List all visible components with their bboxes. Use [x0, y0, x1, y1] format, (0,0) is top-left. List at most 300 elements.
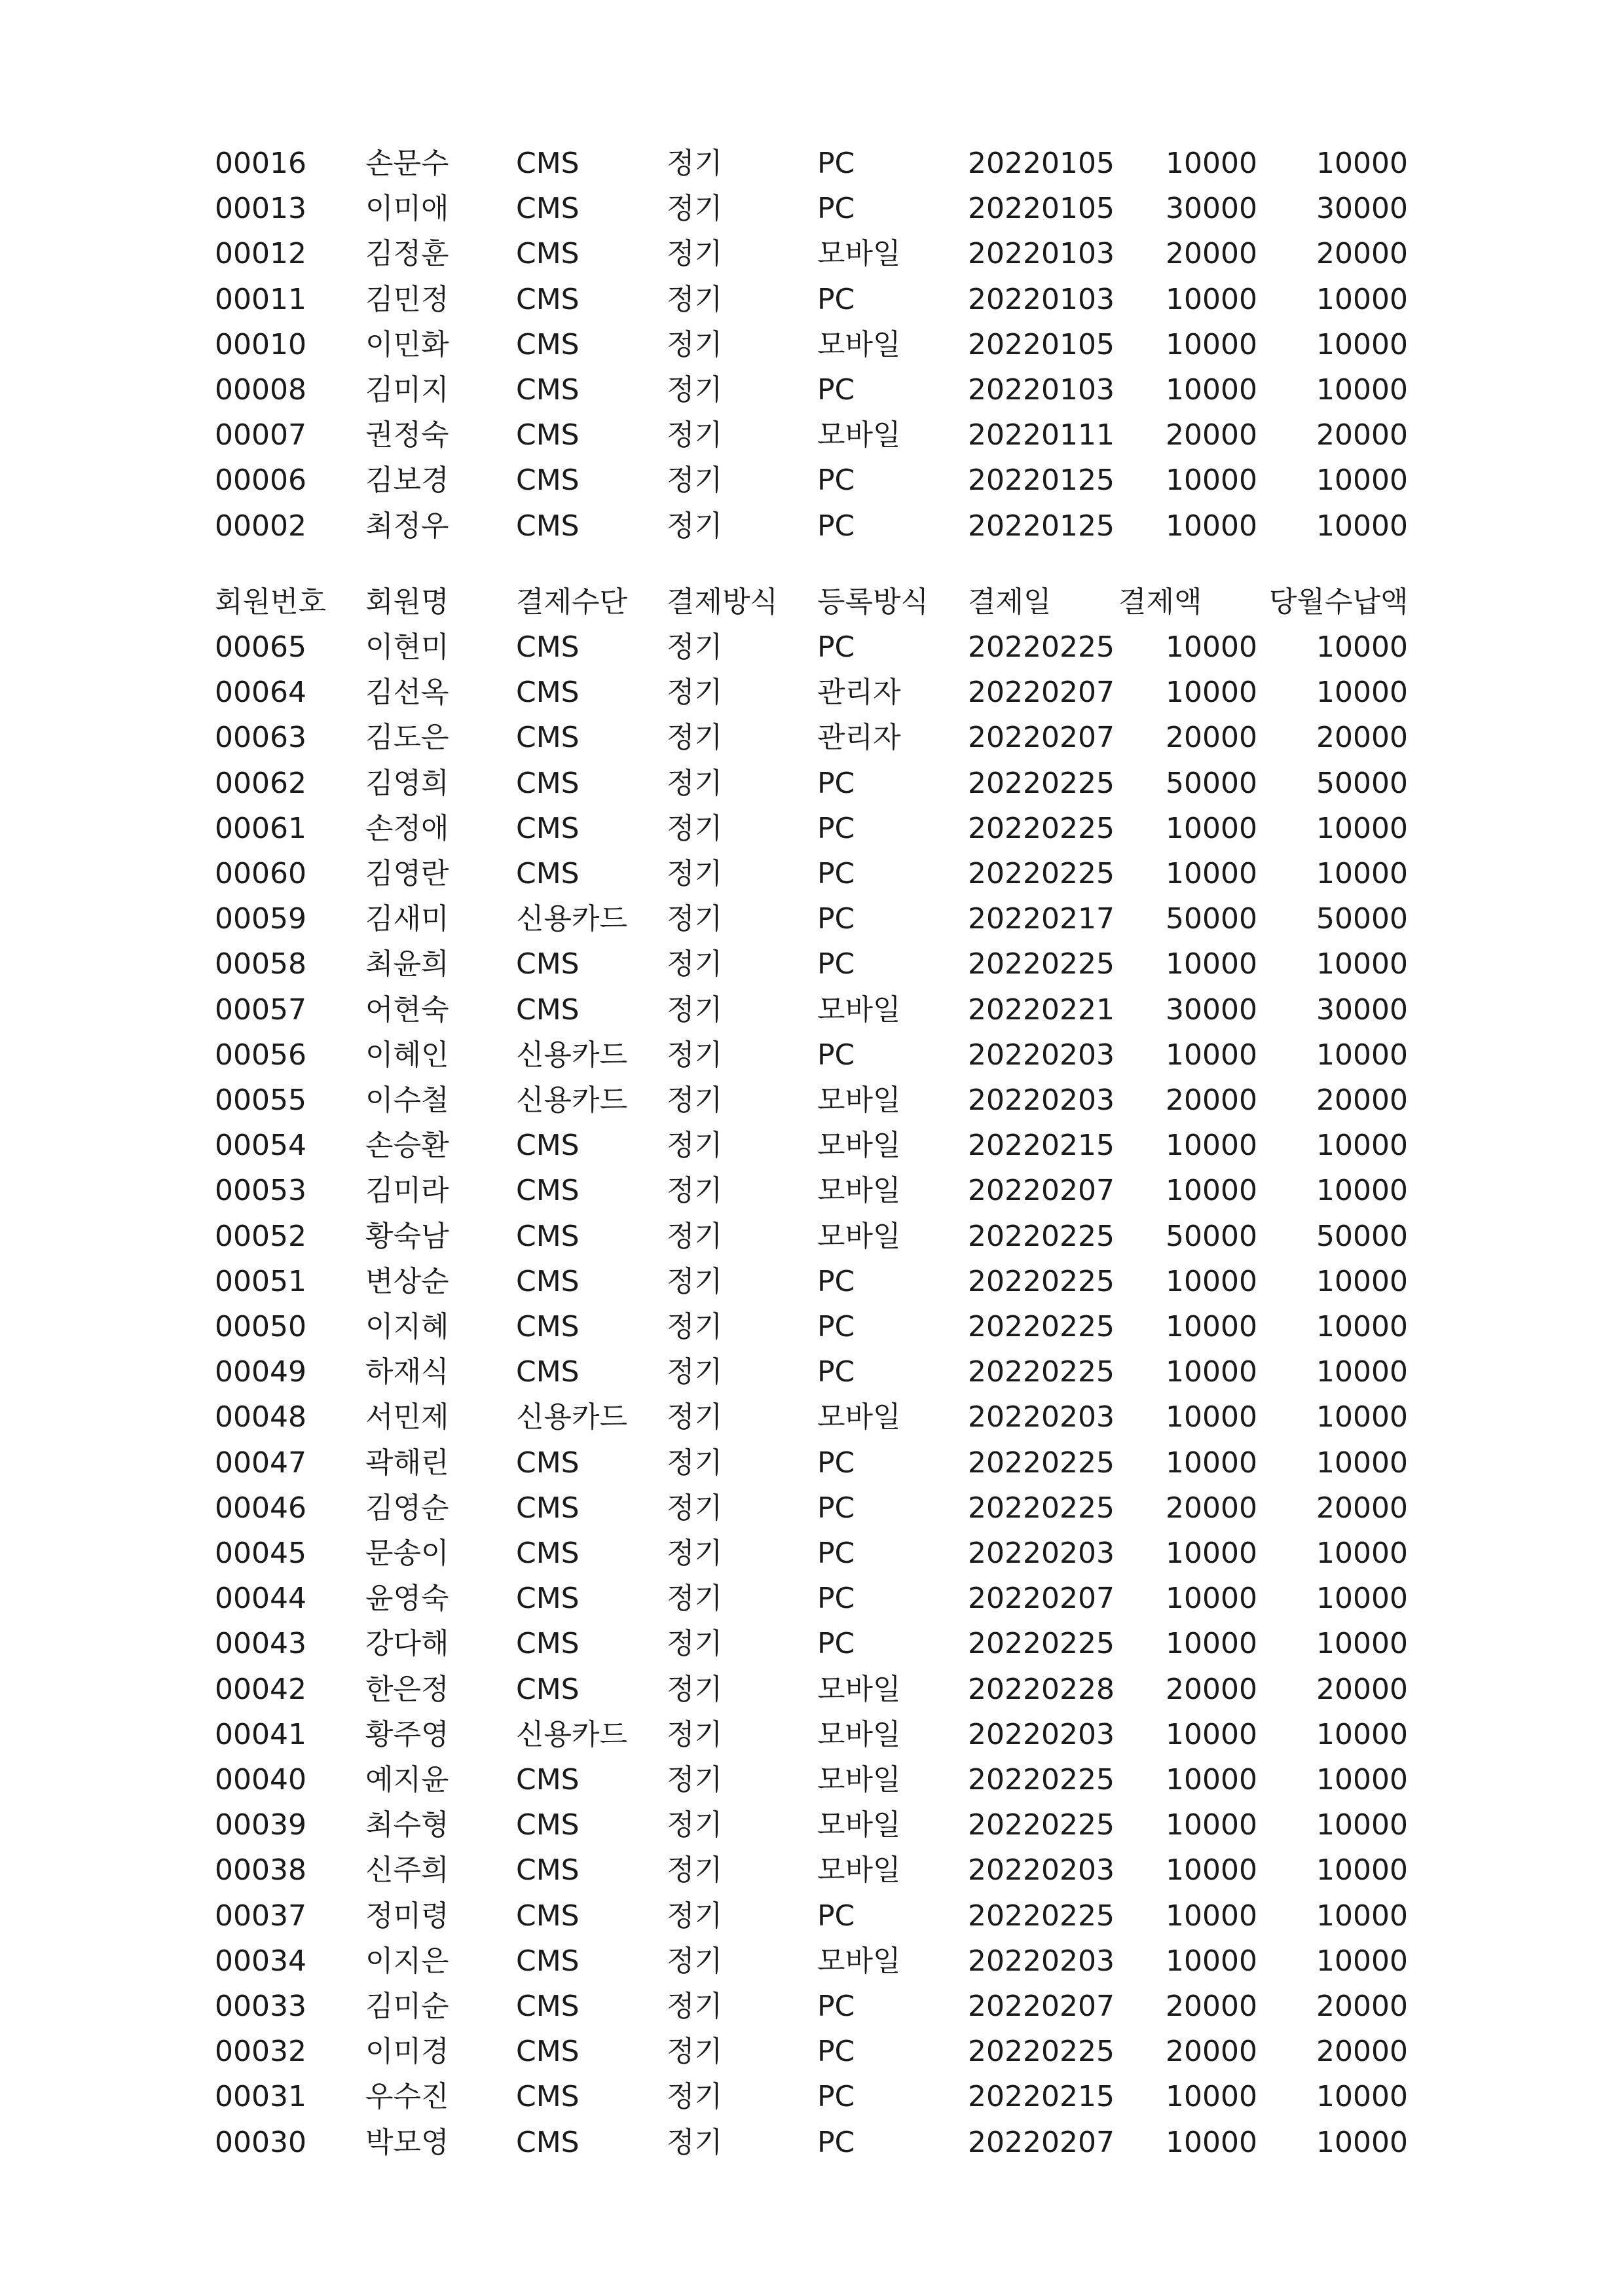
cell-member-name: 권정숙	[365, 418, 449, 452]
cell-payment-type: 정기	[667, 373, 723, 407]
cell-payment-amount: 20000	[1166, 1672, 1257, 1706]
cell-member-no: 00053	[215, 1174, 306, 1208]
cell-payment-type: 정기	[667, 2080, 723, 2114]
cell-payment-date: 20220225	[968, 1899, 1115, 1933]
cell-member-name: 김선옥	[365, 676, 449, 710]
cell-payment-method: CMS	[516, 373, 580, 407]
table-row	[0, 715, 1624, 761]
table-row	[0, 1712, 1624, 1758]
cell-payment-method: CMS	[516, 1990, 580, 2023]
cell-payment-amount: 10000	[1166, 509, 1257, 543]
cell-payment-type: 정기	[667, 1582, 723, 1616]
cell-member-name: 예지윤	[365, 1763, 449, 1796]
cell-payment-date: 20220105	[968, 147, 1115, 180]
cell-payment-amount: 10000	[1166, 630, 1257, 664]
cell-payment-date: 20220203	[968, 1717, 1115, 1751]
cell-monthly-received: 10000	[1316, 1582, 1408, 1616]
cell-member-no: 00057	[215, 993, 306, 1027]
cell-registration-type: PC	[817, 811, 855, 845]
table-row	[0, 141, 1624, 187]
cell-payment-method: CMS	[516, 2125, 580, 2159]
cell-registration-type: PC	[817, 1627, 855, 1661]
cell-registration-type: 관리자	[817, 721, 901, 755]
cell-payment-date: 20220225	[968, 766, 1115, 800]
cell-monthly-received: 30000	[1316, 192, 1408, 226]
cell-member-name: 박모영	[365, 2125, 449, 2159]
cell-payment-amount: 10000	[1166, 1310, 1257, 1343]
cell-registration-type: 모바일	[817, 1219, 901, 1253]
cell-payment-date: 20220225	[968, 1627, 1115, 1661]
cell-payment-type: 정기	[667, 509, 723, 543]
cell-payment-amount: 20000	[1166, 418, 1257, 452]
cell-payment-amount: 10000	[1166, 1264, 1257, 1298]
cell-member-no: 00007	[215, 418, 306, 452]
cell-payment-type: 정기	[667, 1038, 723, 1072]
table-row	[0, 1259, 1624, 1305]
cell-payment-type: 정기	[667, 418, 723, 452]
cell-payment-method: CMS	[516, 2080, 580, 2114]
cell-member-no: 00061	[215, 811, 306, 845]
cell-payment-date: 20220207	[968, 1990, 1115, 2023]
cell-payment-method: CMS	[516, 1944, 580, 1978]
cell-registration-type: PC	[817, 373, 855, 407]
table-row	[0, 1485, 1624, 1531]
cell-member-no: 00047	[215, 1446, 306, 1480]
cell-registration-type: 모바일	[817, 1944, 901, 1978]
cell-registration-type: PC	[817, 509, 855, 543]
cell-payment-date: 20220221	[968, 993, 1115, 1027]
cell-payment-amount: 20000	[1166, 1491, 1257, 1525]
cell-registration-type: PC	[817, 1899, 855, 1933]
cell-payment-date: 20220203	[968, 1400, 1115, 1434]
cell-monthly-received: 50000	[1316, 1219, 1408, 1253]
cell-monthly-received: 50000	[1316, 902, 1408, 936]
cell-member-no: 00050	[215, 1310, 306, 1343]
cell-member-name: 김미지	[365, 373, 449, 407]
cell-payment-amount: 10000	[1166, 282, 1257, 316]
cell-monthly-received: 50000	[1316, 766, 1408, 800]
cell-payment-type: 정기	[667, 1853, 723, 1887]
cell-member-no: 00059	[215, 902, 306, 936]
cell-payment-date: 20220203	[968, 1084, 1115, 1117]
table-row	[0, 367, 1624, 413]
table-row	[0, 1394, 1624, 1440]
cell-monthly-received: 10000	[1316, 1446, 1408, 1480]
table-row	[0, 987, 1624, 1033]
cell-payment-method: 신용카드	[516, 1717, 628, 1751]
cell-payment-type: 정기	[667, 630, 723, 664]
header-payment-method: 결제수단	[516, 585, 628, 619]
header-payment-date: 결제일	[968, 585, 1052, 619]
cell-payment-date: 20220111	[968, 418, 1115, 452]
cell-member-no: 00056	[215, 1038, 306, 1072]
cell-payment-amount: 10000	[1166, 1627, 1257, 1661]
cell-payment-date: 20220207	[968, 1174, 1115, 1208]
cell-registration-type: 모바일	[817, 327, 901, 361]
cell-payment-date: 20220105	[968, 192, 1115, 226]
cell-monthly-received: 10000	[1316, 282, 1408, 316]
cell-registration-type: PC	[817, 857, 855, 890]
cell-monthly-received: 10000	[1316, 2080, 1408, 2114]
cell-payment-amount: 10000	[1166, 1808, 1257, 1842]
cell-payment-type: 정기	[667, 721, 723, 755]
cell-payment-type: 정기	[667, 464, 723, 498]
cell-payment-type: 정기	[667, 1219, 723, 1253]
cell-payment-type: 정기	[667, 1355, 723, 1389]
cell-monthly-received: 10000	[1316, 1853, 1408, 1887]
cell-member-no: 00049	[215, 1355, 306, 1389]
cell-payment-amount: 10000	[1166, 2080, 1257, 2114]
header-member-name: 회원명	[365, 585, 449, 619]
cell-payment-type: 정기	[667, 902, 723, 936]
cell-monthly-received: 10000	[1316, 857, 1408, 890]
cell-registration-type: PC	[817, 947, 855, 981]
cell-payment-amount: 10000	[1166, 811, 1257, 845]
cell-member-no: 00008	[215, 373, 306, 407]
cell-payment-type: 정기	[667, 1763, 723, 1796]
cell-member-no: 00052	[215, 1219, 306, 1253]
cell-member-name: 한은정	[365, 1672, 449, 1706]
cell-payment-method: CMS	[516, 1219, 580, 1253]
cell-member-no: 00040	[215, 1763, 306, 1796]
cell-payment-amount: 10000	[1166, 327, 1257, 361]
cell-member-no: 00051	[215, 1264, 306, 1298]
cell-payment-type: 정기	[667, 1990, 723, 2023]
cell-member-name: 곽해린	[365, 1446, 449, 1480]
cell-monthly-received: 10000	[1316, 1400, 1408, 1434]
cell-payment-type: 정기	[667, 1400, 723, 1434]
cell-payment-method: 신용카드	[516, 1038, 628, 1072]
table-row	[0, 1621, 1624, 1667]
cell-payment-date: 20220225	[968, 857, 1115, 890]
cell-payment-date: 20220207	[968, 676, 1115, 710]
cell-registration-type: 모바일	[817, 1853, 901, 1887]
cell-payment-date: 20220225	[968, 1355, 1115, 1389]
cell-registration-type: 모바일	[817, 1717, 901, 1751]
cell-member-no: 00064	[215, 676, 306, 710]
cell-payment-date: 20220103	[968, 282, 1115, 316]
cell-payment-date: 20220215	[968, 2080, 1115, 2114]
cell-member-name: 김민정	[365, 282, 449, 316]
cell-monthly-received: 10000	[1316, 676, 1408, 710]
cell-payment-type: 정기	[667, 766, 723, 800]
cell-payment-type: 정기	[667, 1717, 723, 1751]
cell-member-name: 서민제	[365, 1400, 449, 1434]
header-row	[0, 579, 1624, 625]
cell-registration-type: PC	[817, 464, 855, 498]
cell-payment-type: 정기	[667, 2125, 723, 2159]
table-row	[0, 1757, 1624, 1803]
cell-registration-type: PC	[817, 2125, 855, 2159]
table-row	[0, 458, 1624, 503]
cell-member-name: 손정애	[365, 811, 449, 845]
cell-payment-date: 20220125	[968, 464, 1115, 498]
cell-member-no: 00048	[215, 1400, 306, 1434]
table-row	[0, 1939, 1624, 1984]
cell-monthly-received: 10000	[1316, 327, 1408, 361]
cell-payment-method: CMS	[516, 192, 580, 226]
cell-payment-method: CMS	[516, 676, 580, 710]
cell-payment-type: 정기	[667, 192, 723, 226]
cell-member-name: 정미령	[365, 1899, 449, 1933]
cell-member-name: 김영순	[365, 1491, 449, 1525]
cell-member-name: 황숙남	[365, 1219, 449, 1253]
cell-monthly-received: 10000	[1316, 1310, 1408, 1343]
cell-member-name: 이민화	[365, 327, 449, 361]
cell-member-no: 00060	[215, 857, 306, 890]
cell-payment-method: CMS	[516, 464, 580, 498]
cell-member-no: 00042	[215, 1672, 306, 1706]
cell-registration-type: 모바일	[817, 237, 901, 271]
cell-payment-amount: 10000	[1166, 1038, 1257, 1072]
cell-payment-type: 정기	[667, 1174, 723, 1208]
cell-payment-amount: 10000	[1166, 857, 1257, 890]
cell-member-name: 김영란	[365, 857, 449, 890]
cell-payment-amount: 20000	[1166, 2035, 1257, 2069]
cell-payment-date: 20220217	[968, 902, 1115, 936]
cell-member-name: 손승환	[365, 1129, 449, 1163]
table-row	[0, 851, 1624, 897]
cell-registration-type: 모바일	[817, 1400, 901, 1434]
table-row	[0, 1667, 1624, 1713]
cell-member-name: 이미경	[365, 2035, 449, 2069]
cell-member-name: 하재식	[365, 1355, 449, 1389]
cell-monthly-received: 10000	[1316, 1717, 1408, 1751]
cell-member-name: 신주희	[365, 1853, 449, 1887]
cell-member-no: 00063	[215, 721, 306, 755]
cell-payment-date: 20220225	[968, 1763, 1115, 1796]
cell-payment-method: CMS	[516, 766, 580, 800]
header-monthly-received: 당월수납액	[1269, 585, 1409, 619]
cell-payment-amount: 10000	[1166, 1899, 1257, 1933]
cell-monthly-received: 20000	[1316, 1084, 1408, 1117]
cell-payment-type: 정기	[667, 1264, 723, 1298]
cell-member-no: 00033	[215, 1990, 306, 2023]
cell-payment-type: 정기	[667, 1537, 723, 1570]
cell-payment-amount: 10000	[1166, 1446, 1257, 1480]
cell-payment-type: 정기	[667, 1491, 723, 1525]
cell-member-no: 00054	[215, 1129, 306, 1163]
cell-payment-amount: 20000	[1166, 1084, 1257, 1117]
cell-registration-type: PC	[817, 1491, 855, 1525]
cell-payment-amount: 10000	[1166, 464, 1257, 498]
header-payment-amount: 결제액	[1118, 585, 1202, 619]
table-row	[0, 412, 1624, 458]
cell-member-name: 황주영	[365, 1717, 449, 1751]
cell-member-no: 00039	[215, 1808, 306, 1842]
cell-member-no: 00031	[215, 2080, 306, 2114]
table-row	[0, 1032, 1624, 1078]
cell-payment-type: 정기	[667, 811, 723, 845]
cell-payment-method: 신용카드	[516, 1084, 628, 1117]
cell-payment-date: 20220225	[968, 1310, 1115, 1343]
cell-payment-method: CMS	[516, 1899, 580, 1933]
cell-payment-date: 20220203	[968, 1537, 1115, 1570]
cell-member-name: 김미순	[365, 1990, 449, 2023]
cell-monthly-received: 10000	[1316, 509, 1408, 543]
cell-payment-amount: 20000	[1166, 237, 1257, 271]
cell-payment-amount: 50000	[1166, 766, 1257, 800]
cell-registration-type: PC	[817, 147, 855, 180]
cell-payment-method: CMS	[516, 1446, 580, 1480]
cell-payment-amount: 10000	[1166, 1582, 1257, 1616]
cell-registration-type: 모바일	[817, 1808, 901, 1842]
table-row	[0, 1123, 1624, 1169]
cell-payment-amount: 10000	[1166, 2125, 1257, 2159]
cell-registration-type: 모바일	[817, 1084, 901, 1117]
cell-monthly-received: 10000	[1316, 1038, 1408, 1072]
cell-monthly-received: 10000	[1316, 1808, 1408, 1842]
cell-payment-method: CMS	[516, 1537, 580, 1570]
cell-member-no: 00011	[215, 282, 306, 316]
cell-payment-method: CMS	[516, 630, 580, 664]
cell-payment-date: 20220125	[968, 509, 1115, 543]
cell-monthly-received: 10000	[1316, 464, 1408, 498]
cell-registration-type: PC	[817, 1582, 855, 1616]
cell-payment-type: 정기	[667, 1808, 723, 1842]
cell-payment-date: 20220203	[968, 1038, 1115, 1072]
cell-payment-method: 신용카드	[516, 902, 628, 936]
cell-member-no: 00044	[215, 1582, 306, 1616]
cell-payment-amount: 10000	[1166, 1717, 1257, 1751]
cell-member-name: 최정우	[365, 509, 449, 543]
cell-member-no: 00055	[215, 1084, 306, 1117]
cell-member-no: 00032	[215, 2035, 306, 2069]
cell-payment-method: CMS	[516, 1174, 580, 1208]
cell-payment-amount: 10000	[1166, 1537, 1257, 1570]
cell-member-name: 이지은	[365, 1944, 449, 1978]
cell-payment-type: 정기	[667, 282, 723, 316]
cell-monthly-received: 20000	[1316, 1990, 1408, 2023]
cell-payment-method: CMS	[516, 1310, 580, 1343]
cell-payment-date: 20220225	[968, 2035, 1115, 2069]
cell-registration-type: 모바일	[817, 1129, 901, 1163]
cell-member-name: 손문수	[365, 147, 449, 180]
table-row	[0, 186, 1624, 232]
cell-registration-type: PC	[817, 1990, 855, 2023]
cell-member-no: 00002	[215, 509, 306, 543]
cell-registration-type: 모바일	[817, 418, 901, 452]
cell-payment-date: 20220207	[968, 721, 1115, 755]
cell-member-no: 00030	[215, 2125, 306, 2159]
cell-monthly-received: 20000	[1316, 418, 1408, 452]
cell-payment-date: 20220225	[968, 1264, 1115, 1298]
cell-member-no: 00037	[215, 1899, 306, 1933]
table-row	[0, 503, 1624, 549]
cell-payment-amount: 50000	[1166, 1219, 1257, 1253]
cell-monthly-received: 10000	[1316, 1355, 1408, 1389]
cell-registration-type: PC	[817, 766, 855, 800]
cell-payment-type: 정기	[667, 1446, 723, 1480]
table-row	[0, 1440, 1624, 1486]
cell-payment-method: CMS	[516, 509, 580, 543]
cell-payment-method: CMS	[516, 947, 580, 981]
table-row	[0, 761, 1624, 807]
cell-monthly-received: 20000	[1316, 1491, 1408, 1525]
cell-registration-type: PC	[817, 1264, 855, 1298]
cell-payment-date: 20220225	[968, 630, 1115, 664]
cell-monthly-received: 20000	[1316, 1672, 1408, 1706]
table-row	[0, 1168, 1624, 1214]
cell-member-name: 윤영숙	[365, 1582, 449, 1616]
cell-registration-type: PC	[817, 1038, 855, 1072]
cell-payment-amount: 10000	[1166, 1944, 1257, 1978]
cell-member-name: 김정훈	[365, 237, 449, 271]
table-row	[0, 896, 1624, 942]
cell-registration-type: PC	[817, 1446, 855, 1480]
cell-payment-amount: 20000	[1166, 721, 1257, 755]
cell-payment-amount: 10000	[1166, 147, 1257, 180]
cell-payment-date: 20220225	[968, 1446, 1115, 1480]
cell-payment-type: 정기	[667, 1084, 723, 1117]
cell-payment-date: 20220103	[968, 237, 1115, 271]
cell-member-no: 00046	[215, 1491, 306, 1525]
cell-member-name: 이현미	[365, 630, 449, 664]
cell-member-no: 00038	[215, 1853, 306, 1887]
cell-registration-type: 모바일	[817, 993, 901, 1027]
cell-payment-date: 20220207	[968, 2125, 1115, 2159]
table-row	[0, 1349, 1624, 1395]
cell-payment-method: CMS	[516, 147, 580, 180]
cell-member-name: 문송이	[365, 1537, 449, 1570]
cell-payment-method: CMS	[516, 1264, 580, 1298]
cell-member-name: 김영희	[365, 766, 449, 800]
cell-member-no: 00034	[215, 1944, 306, 1978]
cell-registration-type: PC	[817, 282, 855, 316]
cell-payment-date: 20220203	[968, 1853, 1115, 1887]
cell-payment-type: 정기	[667, 1672, 723, 1706]
header-payment-type: 결제방식	[667, 585, 779, 619]
cell-member-no: 00006	[215, 464, 306, 498]
cell-payment-method: CMS	[516, 857, 580, 890]
cell-payment-date: 20220103	[968, 373, 1115, 407]
cell-payment-type: 정기	[667, 1627, 723, 1661]
table-row	[0, 1214, 1624, 1260]
table-row	[0, 1848, 1624, 1893]
cell-member-no: 00012	[215, 237, 306, 271]
cell-monthly-received: 10000	[1316, 947, 1408, 981]
cell-member-no: 00010	[215, 327, 306, 361]
cell-monthly-received: 20000	[1316, 721, 1408, 755]
cell-payment-amount: 10000	[1166, 1763, 1257, 1796]
cell-payment-method: 신용카드	[516, 1400, 628, 1434]
cell-payment-amount: 10000	[1166, 1853, 1257, 1887]
cell-payment-method: CMS	[516, 1129, 580, 1163]
table-row	[0, 1802, 1624, 1848]
cell-registration-type: 관리자	[817, 676, 901, 710]
cell-monthly-received: 10000	[1316, 1899, 1408, 1933]
cell-member-name: 어현숙	[365, 993, 449, 1027]
cell-member-no: 00041	[215, 1717, 306, 1751]
cell-payment-type: 정기	[667, 1129, 723, 1163]
cell-monthly-received: 10000	[1316, 630, 1408, 664]
cell-payment-method: CMS	[516, 811, 580, 845]
cell-member-no: 00013	[215, 192, 306, 226]
cell-monthly-received: 10000	[1316, 373, 1408, 407]
cell-payment-date: 20220225	[968, 811, 1115, 845]
cell-monthly-received: 10000	[1316, 1627, 1408, 1661]
cell-payment-method: CMS	[516, 1627, 580, 1661]
cell-payment-method: CMS	[516, 993, 580, 1027]
cell-payment-method: CMS	[516, 237, 580, 271]
cell-payment-type: 정기	[667, 947, 723, 981]
cell-payment-amount: 10000	[1166, 373, 1257, 407]
cell-payment-method: CMS	[516, 1853, 580, 1887]
cell-registration-type: PC	[817, 2080, 855, 2114]
cell-member-name: 우수진	[365, 2080, 449, 2114]
cell-payment-amount: 10000	[1166, 1174, 1257, 1208]
cell-payment-type: 정기	[667, 1899, 723, 1933]
